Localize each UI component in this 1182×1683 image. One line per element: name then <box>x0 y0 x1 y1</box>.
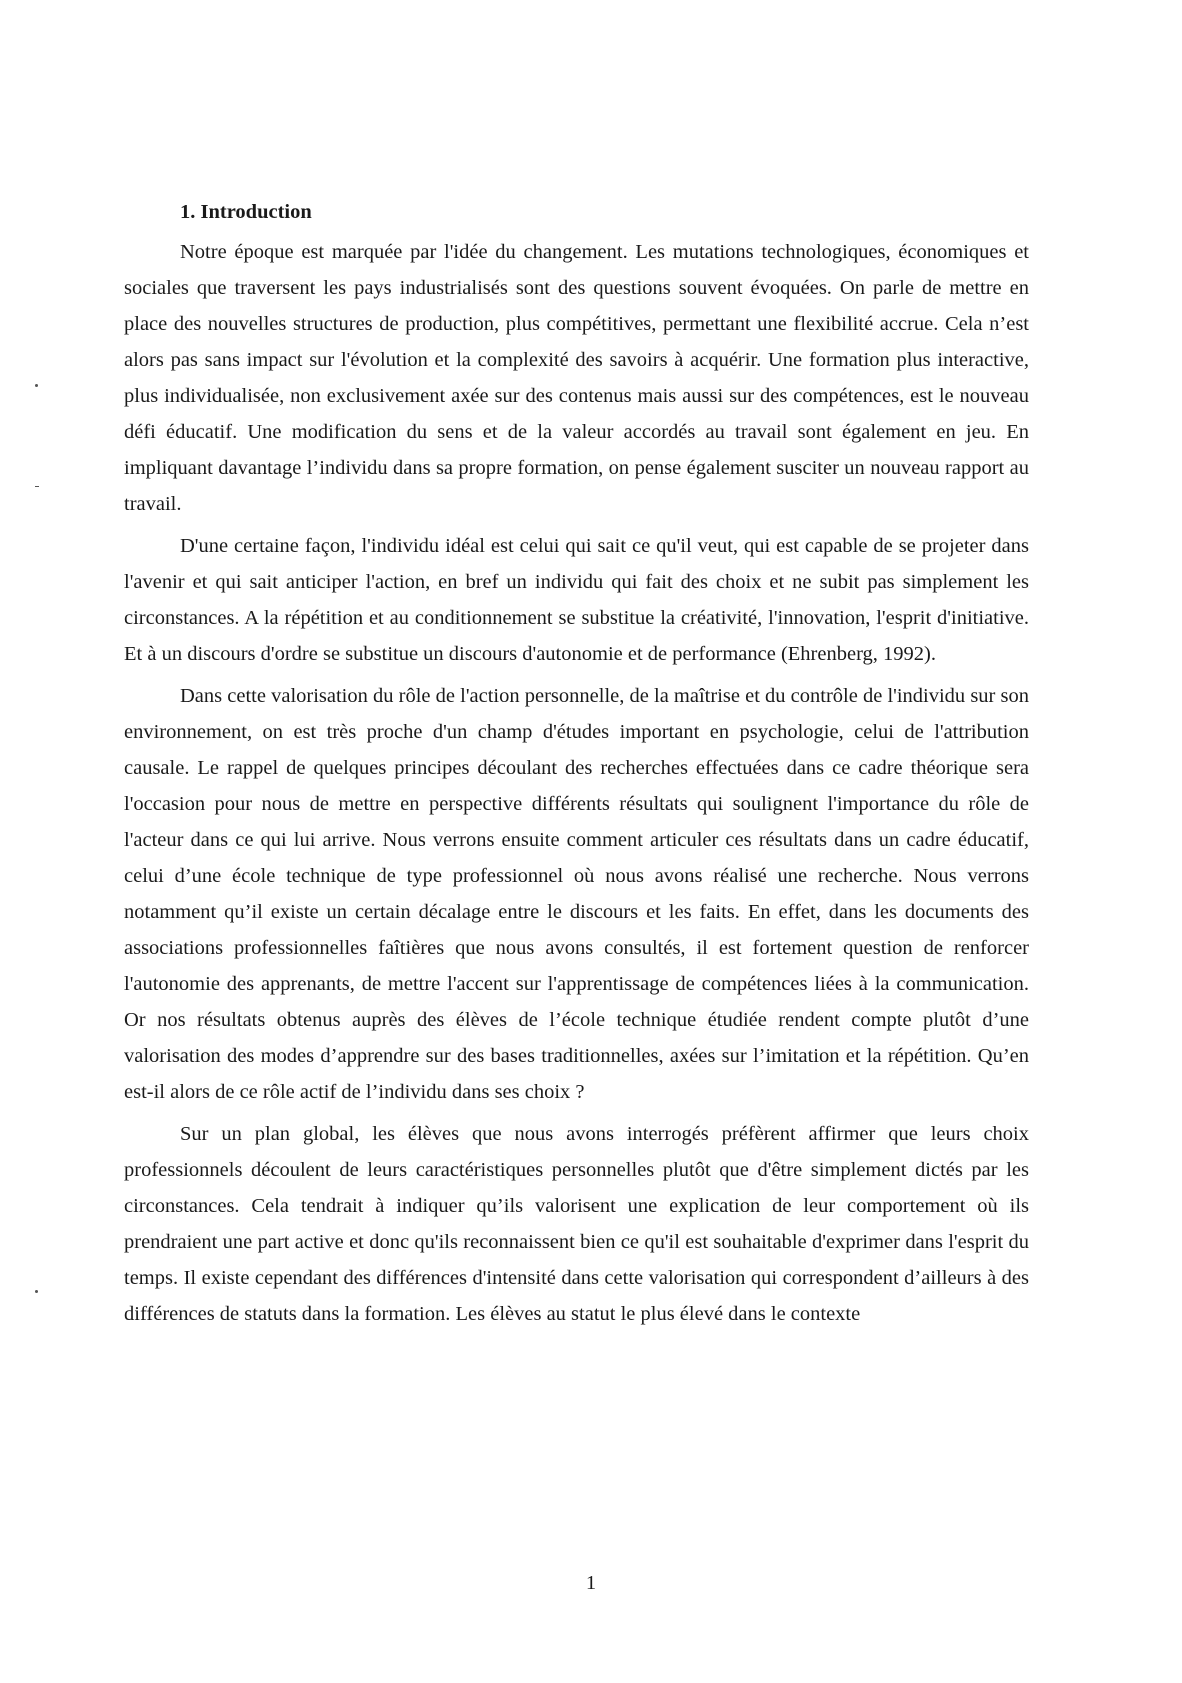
scan-speck <box>35 486 39 487</box>
paragraph: D'une certaine façon, l'individu idéal est celui qui sait ce qu'il veut, qui est capable de se projeter dans l'avenir et qui sait anticiper l'action, en bref un individu qui fait des choix et ne subit pas simplement les circonstances. A la répétition et au conditionnement se substitue la créativité, l'innovation, l'esprit d'initiative. Et à un discours d'ordre se substitue un discours d'autonomie et de performance (Ehrenberg, 1992). <box>124 535 1029 665</box>
scan-speck <box>35 384 38 387</box>
page-number: 1 <box>585 1572 597 1594</box>
paragraph: Dans cette valorisation du rôle de l'action personnelle, de la maîtrise et du contrôle de l'individu sur son environnement, on est très proche d'un champ d'études important en psychologie, celui de l'attribution causale. Le rappel de quelques principes découlant des recherches effectuées dans ce cadre théorique sera l'occasion pour nous de mettre en perspective différents résultats qui soulignent l'importance du rôle de l'acteur dans ce qui lui arrive. Nous verrons ensuite comment articuler ces résultats dans un cadre éducatif, celui d’une école technique de type professionnel où nous avons réalisé une recherche. Nous verrons notamment qu’il existe un certain décalage entre le discours et les faits. En effet, dans les documents des associations professionnelles faîtières que nous avons consultés, il est fortement question de renforcer l'autonomie des apprenants, de mettre l'accent sur l'apprentissage de compétences liées à la communication. Or nos résultats obtenus auprès des élèves de l’école technique étudiée rendent compte plutôt d’une valorisation des modes d’apprendre sur des bases traditionnelles, axées sur l’imitation et la répétition. Qu’en est-il alors de ce rôle actif de l’individu dans ses choix ? <box>124 685 1029 1103</box>
section-heading: 1. Introduction <box>180 201 312 223</box>
paragraph: Sur un plan global, les élèves que nous avons interrogés préfèrent affirmer que leurs choix professionnels découlent de leurs caractéristiques personnelles plutôt que d'être simplement dictés par les circonstances. Cela tendrait à indiquer qu’ils valorisent une explication de leur comportement où ils prendraient une part active et donc qu'ils reconnaissent bien ce qu'il est souhaitable d'exprimer dans l'esprit du temps. Il existe cependant des différences d'intensité dans cette valorisation qui correspondent d’ailleurs à des différences de statuts dans la formation. Les élèves au statut le plus élevé dans le contexte <box>124 1123 1029 1325</box>
paragraph: Notre époque est marquée par l'idée du changement. Les mutations technologiques, économiques et sociales que traversent les pays industrialisés sont des questions souvent évoquées. On parle de mettre en place des nouvelles structures de production, plus compétitives, permettant une flexibilité accrue. Cela n’est alors pas sans impact sur l'évolution et la complexité des savoirs à acquérir. Une formation plus interactive, plus individualisée, non exclusivement axée sur des contenus mais aussi sur des compétences, est le nouveau défi éducatif. Une modification du sens et de la valeur accordés au travail sont également en jeu. En impliquant davantage l’individu dans sa propre formation, on pense également susciter un nouveau rapport au travail. <box>124 241 1029 515</box>
scan-speck <box>35 1290 38 1293</box>
main-content <box>124 194 1029 1338</box>
